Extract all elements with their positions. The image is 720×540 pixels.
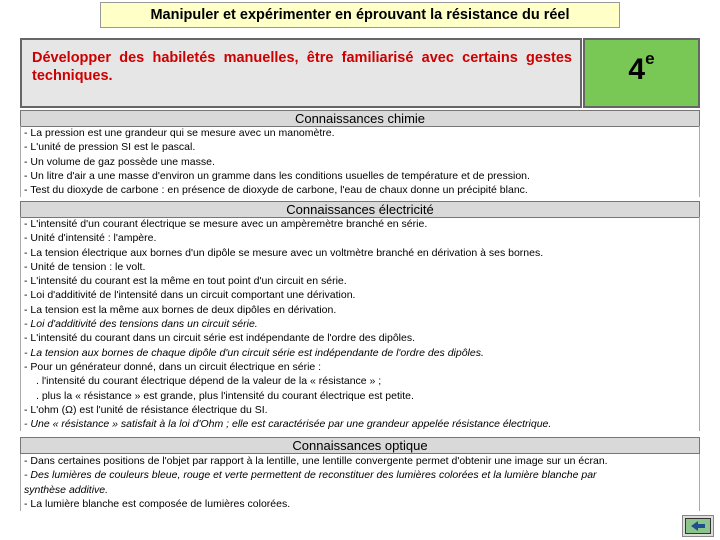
page-title: Manipuler et expérimenter en éprouvant la résistance du réel	[100, 2, 620, 28]
return-arrow-icon	[685, 518, 711, 534]
section-heading-chimie: Connaissances chimie	[20, 110, 700, 127]
list-item: - Une « résistance » satisfait à la loi d'Ohm ; elle est caractérisée par une grandeur appelée résistance électrique.	[24, 418, 552, 431]
list-item: - L'intensité d'un courant électrique se mesure avec un ampèremètre branché en série.	[24, 218, 428, 230]
grade-number: 4	[628, 53, 646, 86]
section-heading-optique: Connaissances optique	[20, 437, 700, 454]
list-item: - Un litre d'air a une masse d'environ un gramme dans les conditions usuelles de température et de pression.	[24, 169, 530, 182]
list-item: - Unité d'intensité : l'ampère.	[24, 232, 157, 245]
grade-label	[628, 49, 655, 87]
list-item: - L'intensité du courant dans un circuit série est indépendante de l'ordre des dipôles.	[24, 332, 416, 345]
list-item: - L'unité de pression SI est le pascal.	[24, 141, 196, 154]
list-item: - Dans certaines positions de l'objet par rapport à la lentille, une lentille convergente permet d'obtenir une image sur un écran.	[24, 455, 608, 467]
list-item: - La tension aux bornes de chaque dipôle d'un circuit série est indépendante de l'ordre des dipôles.	[24, 346, 484, 359]
list-item: - La tension électrique aux bornes d'un dipôle se mesure avec un voltmètre branché en dérivation à ses bornes.	[24, 246, 544, 259]
list-item: - Un volume de gaz possède une masse.	[24, 155, 215, 168]
list-item: synthèse additive.	[24, 483, 109, 496]
return-button[interactable]	[682, 515, 714, 537]
section-heading-electricite: Connaissances électricité	[20, 201, 700, 218]
list-item: - Loi d'additivité de l'intensité dans un circuit comportant une dérivation.	[24, 289, 356, 302]
list-item: - Loi d'additivité des tensions dans un circuit série.	[24, 318, 258, 331]
list-item: - La lumière blanche est composée de lumières colorées.	[24, 497, 291, 510]
objective-box	[20, 38, 582, 108]
grade-box	[583, 38, 700, 108]
grade-suffix: e	[645, 49, 655, 68]
list-item: - Pour un générateur donné, dans un circuit électrique en série :	[24, 360, 322, 373]
list-item: - L'ohm (Ω) est l'unité de résistance électrique du SI.	[24, 403, 268, 416]
list-item: - Des lumières de couleurs bleue, rouge et verte permettent de reconstituer des lumières colorées et la lumière blanche par	[24, 469, 597, 482]
list-item: . l'intensité du courant électrique dépend de la valeur de la « résistance » ;	[36, 375, 382, 388]
list-item: - La pression est une grandeur qui se mesure avec un manomètre.	[24, 127, 335, 139]
list-item: . plus la « résistance » est grande, plus l'intensité du courant électrique est petite.	[36, 389, 414, 402]
list-item: - L'intensité du courant est la même en tout point d'un circuit en série.	[24, 275, 347, 288]
list-item: - Unité de tension : le volt.	[24, 260, 146, 273]
section-body-electricite	[20, 217, 700, 431]
list-item: - La tension est la même aux bornes de deux dipôles en dérivation.	[24, 303, 337, 316]
section-body-chimie	[20, 126, 700, 197]
list-item: - Test du dioxyde de carbone : en présence de dioxyde de carbone, l'eau de chaux donne un précipité blanc.	[24, 184, 528, 197]
objective-text: Développer des habiletés manuelles, être familiarisé avec certains gestes techniques.	[32, 50, 572, 84]
section-body-optique	[20, 454, 700, 511]
